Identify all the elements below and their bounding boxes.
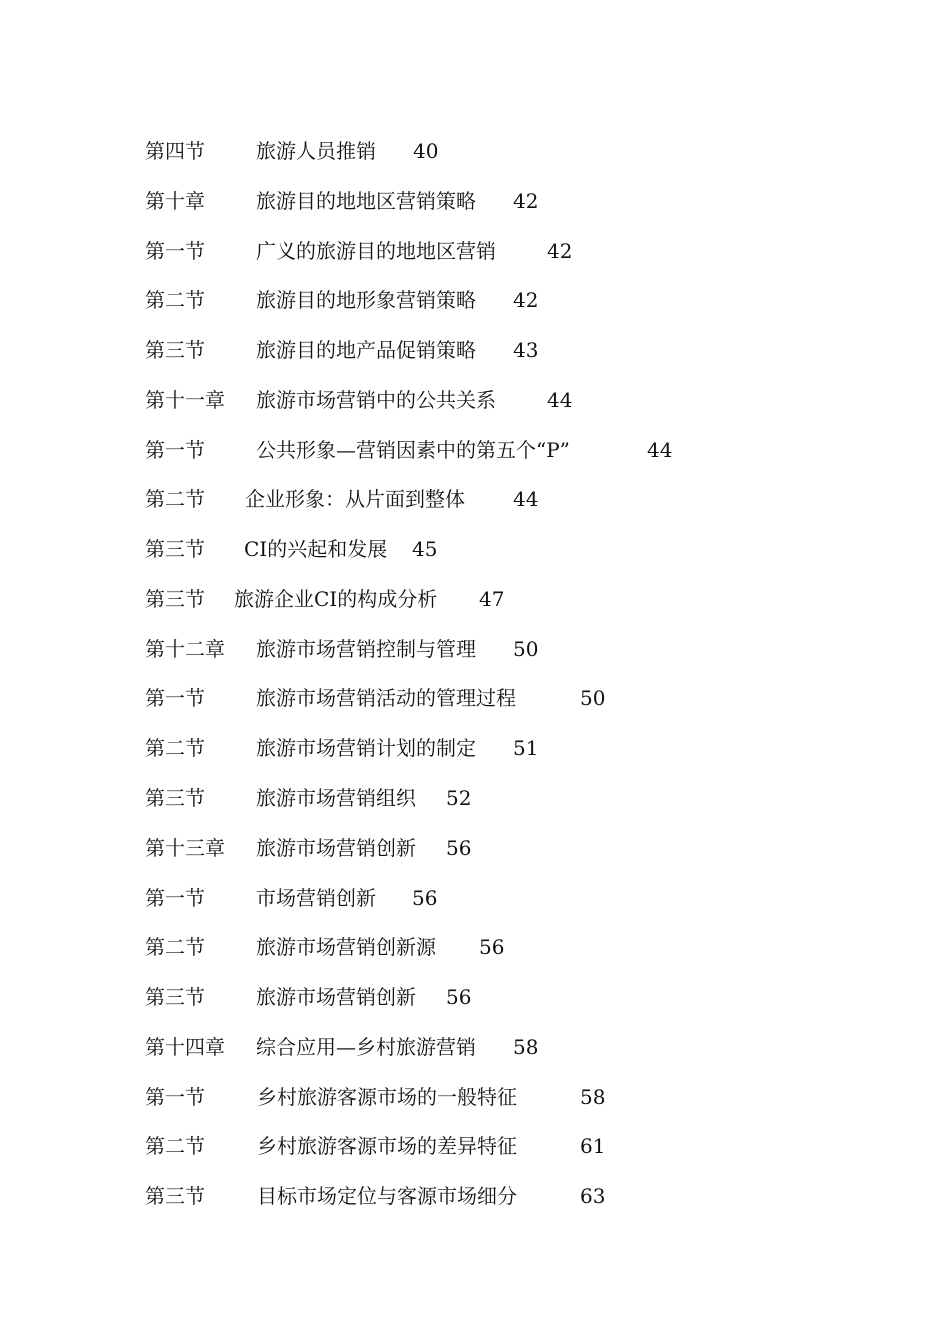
toc-title: 旅游目的地地区营销策略 [256,189,476,213]
toc-label: 第十二章 [145,637,225,661]
toc-page: 43 [513,338,539,362]
toc-row [145,932,845,962]
toc-page: 52 [446,786,472,810]
toc-row [145,883,845,913]
toc-page: 42 [547,239,573,263]
toc-row [145,1032,845,1062]
toc-page: 56 [479,935,505,959]
toc-row [145,783,845,813]
toc-page: 42 [513,288,539,312]
toc-title: 旅游市场营销计划的制定 [256,736,476,760]
toc-title: 公共形象—营销因素中的第五个“P” [256,438,570,462]
toc-row [145,385,845,415]
toc-title: 旅游目的地产品促销策略 [256,338,476,362]
toc-page: 40 [413,139,439,163]
toc-row [145,1181,845,1211]
toc-title: 旅游市场营销创新 [256,836,416,860]
toc-title: 旅游市场营销组织 [256,786,416,810]
toc-title: 广义的旅游目的地地区营销 [256,239,496,263]
toc-row [145,584,845,614]
toc-title: 乡村旅游客源市场的差异特征 [257,1134,517,1158]
toc-page: 56 [446,836,472,860]
toc-label: 第一节 [145,686,205,710]
toc-title: CI的兴起和发展 [244,537,388,561]
toc-page: 58 [513,1035,539,1059]
toc-label: 第三节 [145,537,205,561]
toc-title: 旅游目的地形象营销策略 [256,288,476,312]
toc-title: 旅游市场营销中的公共关系 [256,388,496,412]
toc-label: 第三节 [145,338,205,362]
toc-title: 旅游企业CI的构成分析 [234,587,438,611]
toc-label: 第二节 [145,288,205,312]
toc-title: 旅游市场营销创新源 [256,935,436,959]
toc-page: 45 [412,537,438,561]
toc-row [145,136,845,166]
toc-row [145,833,845,863]
toc-label: 第二节 [145,1134,205,1158]
toc-label: 第一节 [145,438,205,462]
toc-label: 第十三章 [145,836,225,860]
toc-page: 63 [580,1184,606,1208]
toc-page: 50 [580,686,606,710]
toc-row [145,236,845,266]
toc-label: 第三节 [145,786,205,810]
toc-page: 51 [513,736,539,760]
toc-page: 58 [580,1085,606,1109]
toc-label: 第二节 [145,935,205,959]
toc-label: 第二节 [145,736,205,760]
toc-title: 综合应用—乡村旅游营销 [256,1035,476,1059]
toc-title: 市场营销创新 [256,886,376,910]
toc-page: 61 [580,1134,606,1158]
toc-row [145,534,845,564]
toc-row [145,335,845,365]
toc-title: 乡村旅游客源市场的一般特征 [257,1085,517,1109]
toc-page: 44 [647,438,673,462]
toc-page: 50 [513,637,539,661]
toc-title: 旅游市场营销活动的管理过程 [256,686,516,710]
toc-label: 第十一章 [145,388,225,412]
toc-title: 旅游市场营销控制与管理 [256,637,476,661]
toc-row [145,186,845,216]
toc-label: 第一节 [145,886,205,910]
toc-title: 企业形象：从片面到整体 [245,487,465,511]
toc-row [145,733,845,763]
toc-page: 56 [446,985,472,1009]
toc-title: 旅游市场营销创新 [256,985,416,1009]
toc-page: 44 [513,487,539,511]
toc-row [145,435,845,465]
toc-row [145,1131,845,1161]
toc-label: 第三节 [145,587,205,611]
toc-row [145,1082,845,1112]
toc-page: 47 [479,587,505,611]
toc-label: 第四节 [145,139,205,163]
toc-page: 56 [412,886,438,910]
toc-label: 第一节 [145,1085,205,1109]
toc-row [145,484,845,514]
toc-row [145,982,845,1012]
toc-label: 第三节 [145,985,205,1009]
toc-title: 旅游人员推销 [256,139,376,163]
toc-title: 目标市场定位与客源市场细分 [257,1184,517,1208]
toc-page: 44 [547,388,573,412]
toc-page: 42 [513,189,539,213]
toc-row [145,683,845,713]
toc-label: 第一节 [145,239,205,263]
toc-label: 第十四章 [145,1035,225,1059]
toc-row [145,285,845,315]
toc-label: 第三节 [145,1184,205,1208]
toc-row [145,634,845,664]
toc-label: 第二节 [145,487,205,511]
toc-label: 第十章 [145,189,205,213]
